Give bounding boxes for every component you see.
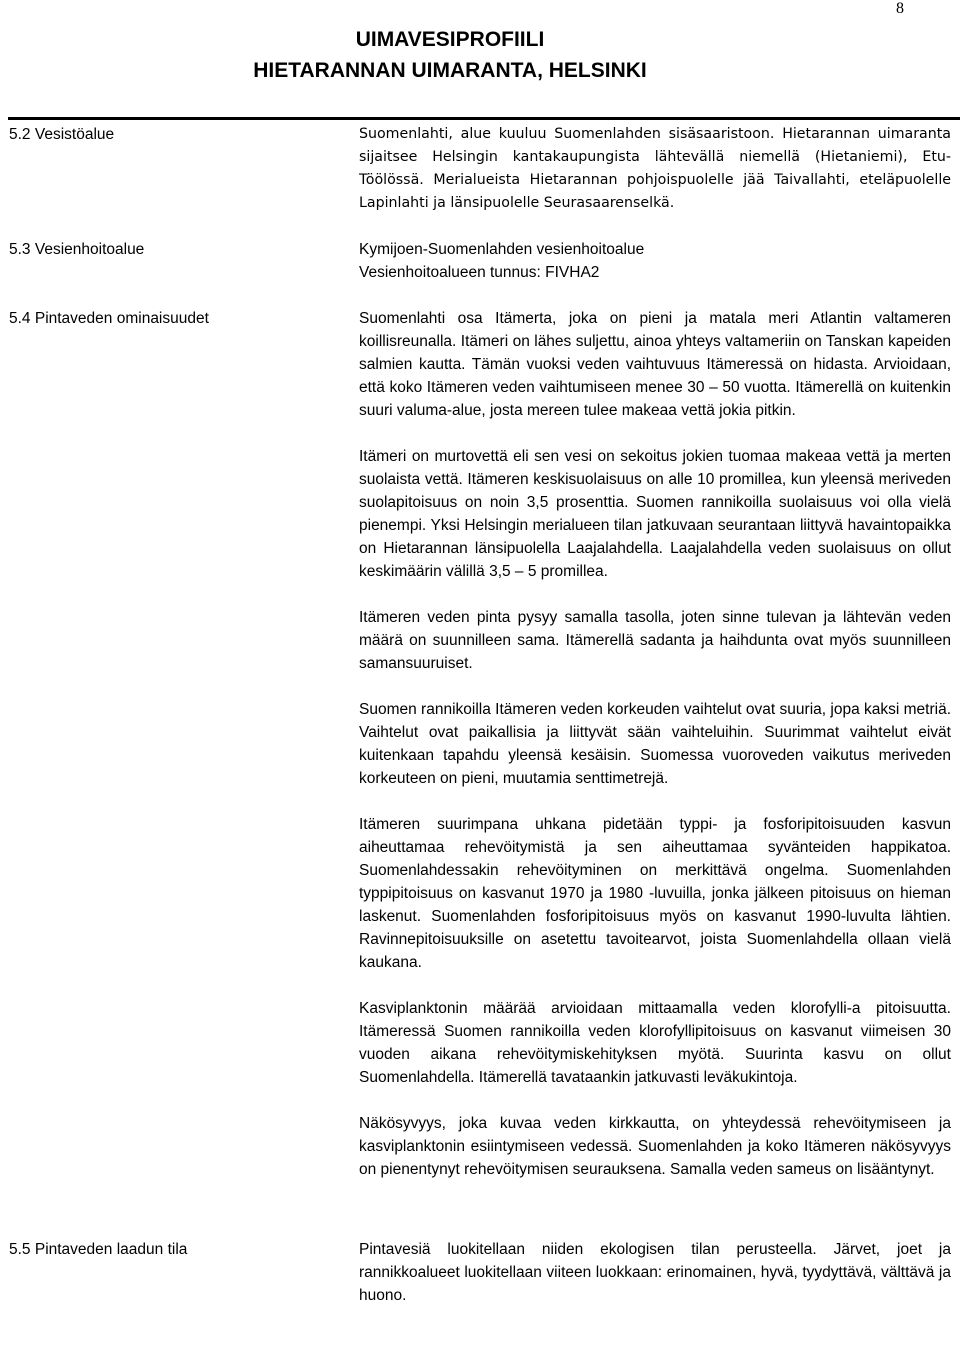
paragraph: Itämeren veden pinta pysyy samalla tasolla, joten sinne tulevan ja lähtevän veden määrä on suunnilleen sama. Itämerellä sadanta ja haihdunta ovat myös suunnilleen samansuuruiset.	[359, 609, 951, 672]
page-number: 8	[896, 0, 904, 17]
section-text-vesistoalue: Suomenlahti, alue kuuluu Suomenlahden sisäsaaristoon. Hietarannan uimaranta sijaitsee Helsingin kantakaupungista lähtevällä niemellä (Hietaniemi), Etu-Töölössä. Merialueista Hietarannan pohjoispuolelle jää Taivallahti, eteläpuolelle Lapinlahti ja länsipuolelle Seurasaarenselkä.	[359, 126, 951, 211]
section-label-vesistoalue: 5.2 Vesistöalue	[9, 126, 115, 143]
paragraph: Suomen rannikoilla Itämeren veden korkeuden vaihtelut ovat suuria, jopa kaksi metriä. Vaihtelut ovat paikallisia ja liittyvät sään vaihteluihin. Suurimmat vaihtelut eivät kuitenkaan tapahdu yleensä kesäisin. Suomessa vuoroveden vaikutus meriveden korkeuteen on pieni, muutamia senttimetrejä.	[359, 701, 951, 787]
paragraph: Itämeren suurimpana uhkana pidetään typpi- ja fosforipitoisuuden kasvun aiheuttamaa rehevöitymistä ja sen aiheuttamaa syvänteiden happikatoa. Suomenlahdessakin rehevöityminen on merkittävä ongelma. Suomenlahden typpipitoisuus on kasvanut 1970 ja 1980 -luvuilla, jonka jälkeen pitoisuus on hieman laskenut. Suomenlahden fosforipitoisuus myös on kasvanut 1990-luvulta lähtien. Ravinnepitoisuuksille on asetettu tavoitearvot, joista Suomenlahdella ollaan vielä kaukana.	[359, 816, 951, 971]
header-divider	[8, 117, 960, 120]
vesienhoitoalue-code: Vesienhoitoalueen tunnus: FIVHA2	[359, 264, 600, 281]
section-body-vesienhoitoalue	[359, 238, 951, 284]
vesienhoitoalue-name: Kymijoen-Suomenlahden vesienhoitoalue	[359, 241, 645, 258]
section-body-laatu	[359, 1238, 951, 1307]
paragraph: Itämeri on murtovettä eli sen vesi on sekoitus jokien tuomaa makeaa vettä ja merten suolaista vettä. Itämeren keskisuolaisuus on alle 10 promillea, kun yleensä meriveden suolapitoisuus on noin 3,5 prosenttia. Suomen rannikoilla suolaisuus voi olla vielä pienempi. Yksi Helsingin merialueen tilan jatkuvaan seurantaan liittyvä havaintopaikka on Hietarannan länsipuolella Laajalahdella. Laajalahdella veden suolaisuus on ollut keskimäärin välillä 3,5 – 5 promillea.	[359, 448, 951, 580]
header-title: UIMAVESIPROFIILI	[355, 28, 545, 51]
paragraph: Näkösyvyys, joka kuvaa veden kirkkautta, on yhteydessä rehevöitymiseen ja kasviplanktonin esiintymiseen vedessä. Suomenlahden ja koko Itämeren näkösyvyys on pienentynyt rehevöitymisen seurauksena. Samalla veden sameus on lisääntynyt.	[359, 1115, 951, 1178]
paragraph: Kasviplanktonin määrää arvioidaan mittaamalla veden klorofylli-a pitoisuutta. Itämeressä Suomen rannikoilla veden klorofyllipitoisuus on kasvanut viimeisen 30 vuoden aikana rehevöitymiskehityksen myötä. Suurinta kasvu on ollut Suomenlahdella. Itämerellä tavataankin jatkuvasti leväkukintoja.	[359, 1000, 951, 1086]
section-text-laatu: Pintavesiä luokitellaan niiden ekologisen tilan perusteella. Järvet, joet ja rannikkoalueet luokitellaan viiteen luokkaan: erinomainen, hyvä, tyydyttävä, välttävä ja huono.	[359, 1241, 951, 1304]
section-label-laatu: 5.5 Pintaveden laadun tila	[9, 1241, 188, 1258]
section-body-vesistoalue	[359, 123, 951, 215]
section-body-ominaisuudet	[359, 307, 951, 1181]
header-subtitle: HIETARANNAN UIMARANTA, HELSINKI	[253, 59, 647, 82]
paragraph: Suomenlahti osa Itämerta, joka on pieni ja matala meri Atlantin valtameren koillisreunalla. Itämeri on lähes suljettu, ainoa yhteys valtameriin on Tanskan kapeiden salmien kautta. Tämän vuoksi veden vaihtuvuus Itämeressä on hidasta. Arvioidaan, että koko Itämeren veden vaihtumiseen menee 30 – 50 vuotta. Itämerellä on kuitenkin suuri valuma-alue, josta mereen tulee makeaa vettä jokia pitkin.	[359, 310, 951, 419]
section-label-vesienhoitoalue: 5.3 Vesienhoitoalue	[9, 241, 145, 258]
document-header	[0, 24, 900, 86]
section-label-ominaisuudet: 5.4 Pintaveden ominaisuudet	[9, 310, 209, 327]
